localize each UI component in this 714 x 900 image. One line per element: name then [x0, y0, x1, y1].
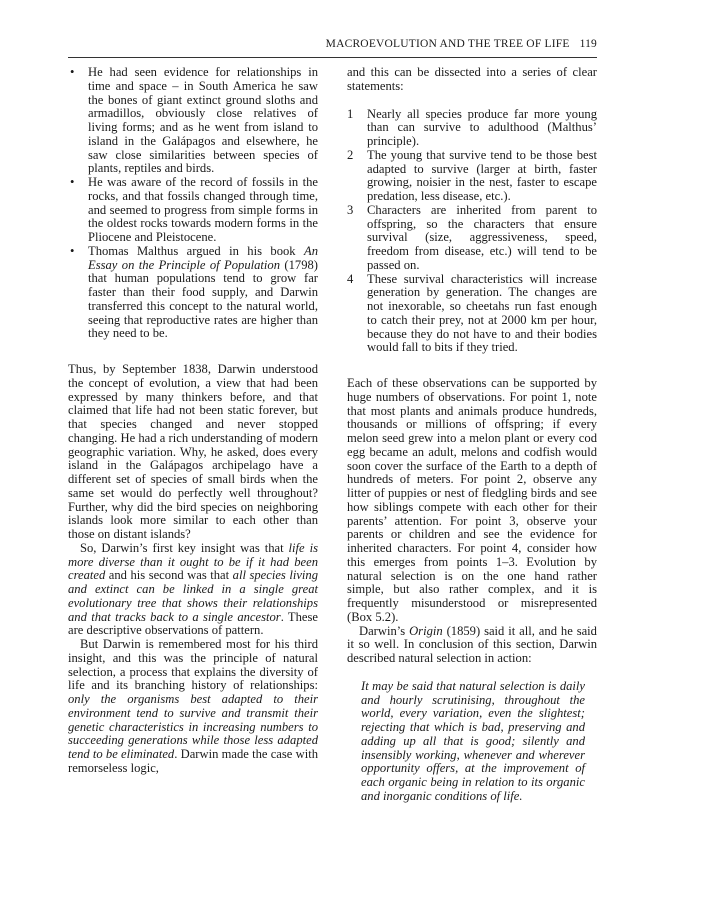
- numbered-item: [347, 149, 597, 204]
- numbered-list: [347, 108, 597, 356]
- item-text: Nearly all species produce far more young than can survive to adulthood (Malthus’ principle).: [367, 106, 597, 148]
- text-run: . Darwin made the case with remorseless logic,: [68, 747, 318, 775]
- item-number: 3: [347, 202, 354, 217]
- item-number: 2: [347, 147, 354, 162]
- numbered-item: [347, 204, 597, 273]
- body-paragraph: [68, 542, 318, 638]
- text-run: But Darwin is remembered most for his third insight, and this was the principle of natural selection, a process that explains the diversity of life and its branching history of relationships:: [68, 637, 318, 693]
- numbered-item: [347, 108, 597, 149]
- body-paragraph: Each of these observations can be supported by huge numbers of observations. For point 1, note that most plants and animals produce hundreds, thousands or millions of offspring; if every melon seed grew into a melon plant or every cod egg became an adult, melons and codfish would soon cover the surface of the Earth to a depth of hundreds of meters. For point 2, observe any litter of puppies or nest of fledgling birds and see how siblings compete with each other for their parents’ attention. For point 3, observe your parents or children and see the evidence for inherited characters. For point 4, consider how this emerges from points 1–3. Evolution by natural selection is on the one hand rather simple, but also rather complex, and it is frequently misunderstood or misrepresented (Box 5.2).: [347, 376, 597, 624]
- emphasis: all species living and extinct can be linked in a single great evolutionary tree that shows their relationships and that tracks back to a single ancestor: [68, 568, 319, 624]
- running-header: [68, 38, 597, 58]
- emphasis: only the organisms best adapted to their environment tend to survive and transmit their genetic characteristics in increasing numbers to succeeding generations while those less adapted tend to be eliminated: [68, 692, 318, 761]
- text-run: (1859) said it all, and he said it so well. In conclusion of this section, Darwin described natural selection in action:: [347, 623, 597, 665]
- item-text: These survival characteristics will increase generation by generation. The changes are not inexorable, so cheetahs run fast enough to catch their prey, not at 2000 km per hour, because they do not have to and their bodies would fall to bits if they tried.: [367, 271, 597, 355]
- right-column: [347, 66, 597, 804]
- item-text: Characters are inherited from parent to offspring, so the characters that ensure survival (size, aggressiveness, speed, freedom from disease, etc.) will tend to be passed on.: [367, 202, 597, 272]
- numbered-item: [347, 273, 597, 356]
- text-run: So, Darwin’s first key insight was that: [80, 540, 289, 555]
- text-run: and his second was that: [105, 568, 233, 583]
- header-rule: [68, 57, 597, 58]
- body-paragraph: and this can be dissected into a series of clear statements:: [347, 65, 597, 93]
- body-paragraph: [68, 638, 318, 776]
- body-paragraph: Thus, by September 1838, Darwin understood the concept of evolution, a view that had been expressed by many thinkers before, and that claimed that life had not been static forever, but that species changed and never stopped changing. He had a rich understanding of modern geographic variation. Why, he asked, does every island in the Galápagos archipelago have a different set of species of small birds when the same set would do perfectly well throughout? Further, why did the bird species on neighboring islands look more similar to each other than those on distant islands?: [68, 362, 318, 541]
- bullet-item: • He was aware of the record of fossils in the rocks, and that fossils changed through time, and seemed to progress from simple forms in the oldest rocks towards modern forms in the Pliocene and Pleistocene.: [68, 176, 318, 245]
- item-text: The young that survive tend to be those best adapted to survive (larger at birth, faster growing, noisier in the nest, faster to escape predation, less disease, etc.).: [367, 147, 597, 203]
- running-header-title: MACROEVOLUTION AND THE TREE OF LIFE: [325, 38, 570, 50]
- emphasis: life is more diverse than it ought to be if it had been created: [68, 540, 318, 583]
- text-run: (1798) that human populations tend to grow far faster than their food supply, and Darwin transferred this concept to the natural world, seeing that reproductive rates are higher than they need to be.: [88, 257, 318, 341]
- item-number: 4: [347, 271, 354, 286]
- left-column: [68, 66, 318, 776]
- text-run: Darwin’s: [359, 623, 410, 638]
- text-run: Thomas Malthus argued in his book: [88, 243, 304, 258]
- book-title: An Essay on the Principle of Population: [88, 243, 318, 272]
- bullet-list: [68, 66, 318, 341]
- text-run: . These are descriptive observations of pattern.: [68, 609, 318, 638]
- bullet-item: • He had seen evidence for relationships in time and space – in South America he saw the bones of giant extinct ground sloths and armadillos, obviously close relatives of living forms; and as he went from island to island in the Galápagos and elsewhere, he saw close similarities between species of plants, reptiles and birds.: [68, 66, 318, 176]
- book-title: Origin: [409, 623, 443, 638]
- item-number: 1: [347, 106, 354, 121]
- body-paragraph: [347, 625, 597, 666]
- block-quote: It may be said that natural selection is daily and hourly scrutinising, throughout the world, every variation, even the slightest; rejecting that which is bad, preserving and adding up all that is good; silently and insensibly working, whenever and wherever opportunity offers, at the improvement of each organic being in relation to its organic and inorganic conditions of life.: [361, 678, 585, 803]
- page-number: 119: [579, 38, 597, 50]
- bullet-item: [68, 245, 318, 341]
